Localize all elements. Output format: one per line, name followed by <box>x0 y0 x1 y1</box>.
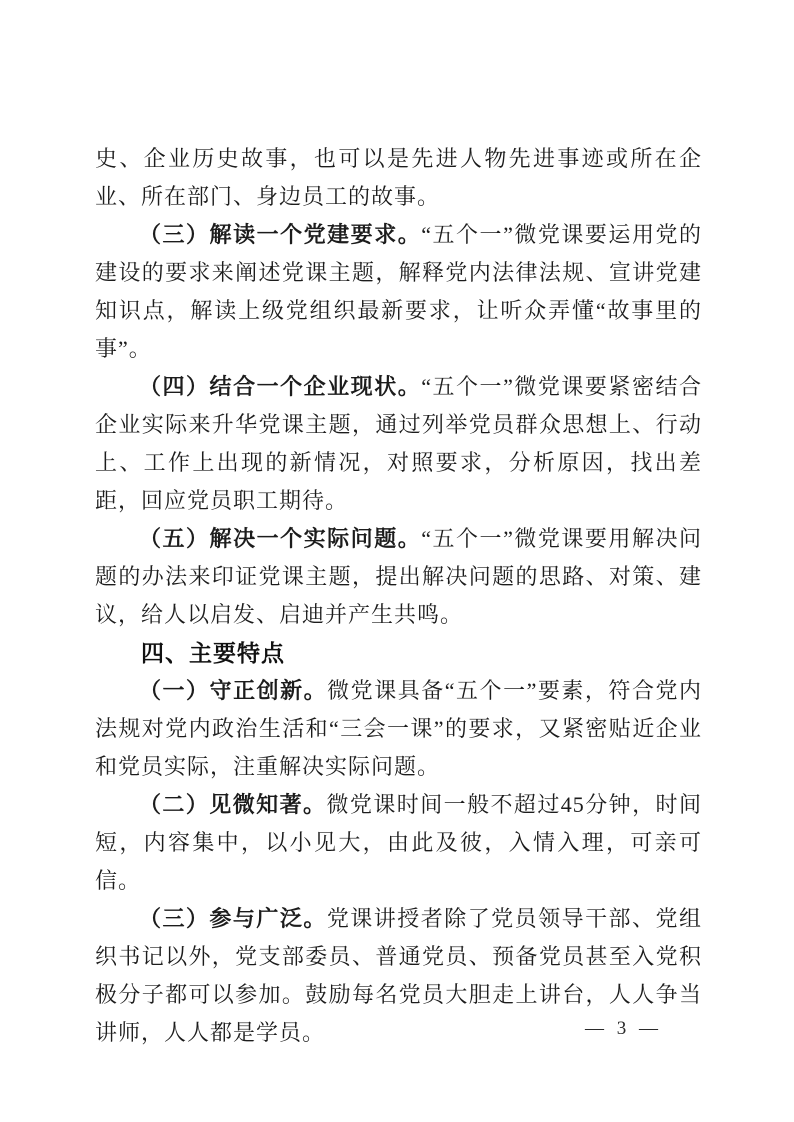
paragraph-lead: （一）守正创新。 <box>139 678 328 703</box>
paragraph-item-feature-1 <box>95 672 702 786</box>
paragraph-text: 党课讲授者除了党员领导干部、党组织书记以外，党支部委员、普通党员、预备党员甚至入党积极分子都可以参加。鼓励每名党员大胆走上讲台，人人争当讲师，人人都是学员。 <box>95 906 702 1045</box>
paragraph-item-4 <box>95 368 702 520</box>
paragraph-text: “五个一”微党课要紧密结合企业实际来升华党课主题，通过列举党员群众思想上、行动上、工作上出现的新情况，对照要求，分析原因，找出差距，回应党员职工期待。 <box>95 374 702 513</box>
paragraph-text: “五个一”微党课要用解决问题的办法来印证党课主题，提出解决问题的思路、对策、建议，给人以启发、启迪并产生共鸣。 <box>95 526 702 627</box>
paragraph-text: “五个一”微党课要运用党的建设的要求来阐述党课主题，解释党内法律法规、宣讲党建知识点，解读上级党组织最新要求，让听众弄懂“故事里的事”。 <box>95 222 702 361</box>
paragraph-lead: （四）结合一个企业现状。 <box>139 374 422 399</box>
paragraph-item-3 <box>95 216 702 368</box>
paragraph-item-feature-2 <box>95 786 702 900</box>
paragraph-item-5 <box>95 520 702 634</box>
paragraph-lead: （二）见微知著。 <box>139 792 327 817</box>
paragraph-lead: （五）解决一个实际问题。 <box>139 526 422 551</box>
paragraph-text: 微党课具备“五个一”要素，符合党内法规对党内政治生活和“三会一课”的要求，又紧密贴近企业和党员实际，注重解决实际问题。 <box>95 678 702 779</box>
paragraph-text: 史、企业历史故事，也可以是先进人物先进事迹或所在企业、所在部门、身边员工的故事。 <box>95 146 702 209</box>
paragraph-continuation <box>95 140 702 216</box>
paragraph-text: 微党课时间一般不超过45分钟，时间短，内容集中，以小见大，由此及彼，入情入理，可亲可信。 <box>95 792 702 893</box>
page-number: — 3 — <box>585 1018 662 1039</box>
paragraph-lead: （三）参与广泛。 <box>139 906 327 931</box>
section-heading: 四、主要特点 <box>141 640 285 666</box>
document-body <box>95 140 702 1052</box>
paragraph-lead: （三）解读一个党建要求。 <box>139 222 422 247</box>
